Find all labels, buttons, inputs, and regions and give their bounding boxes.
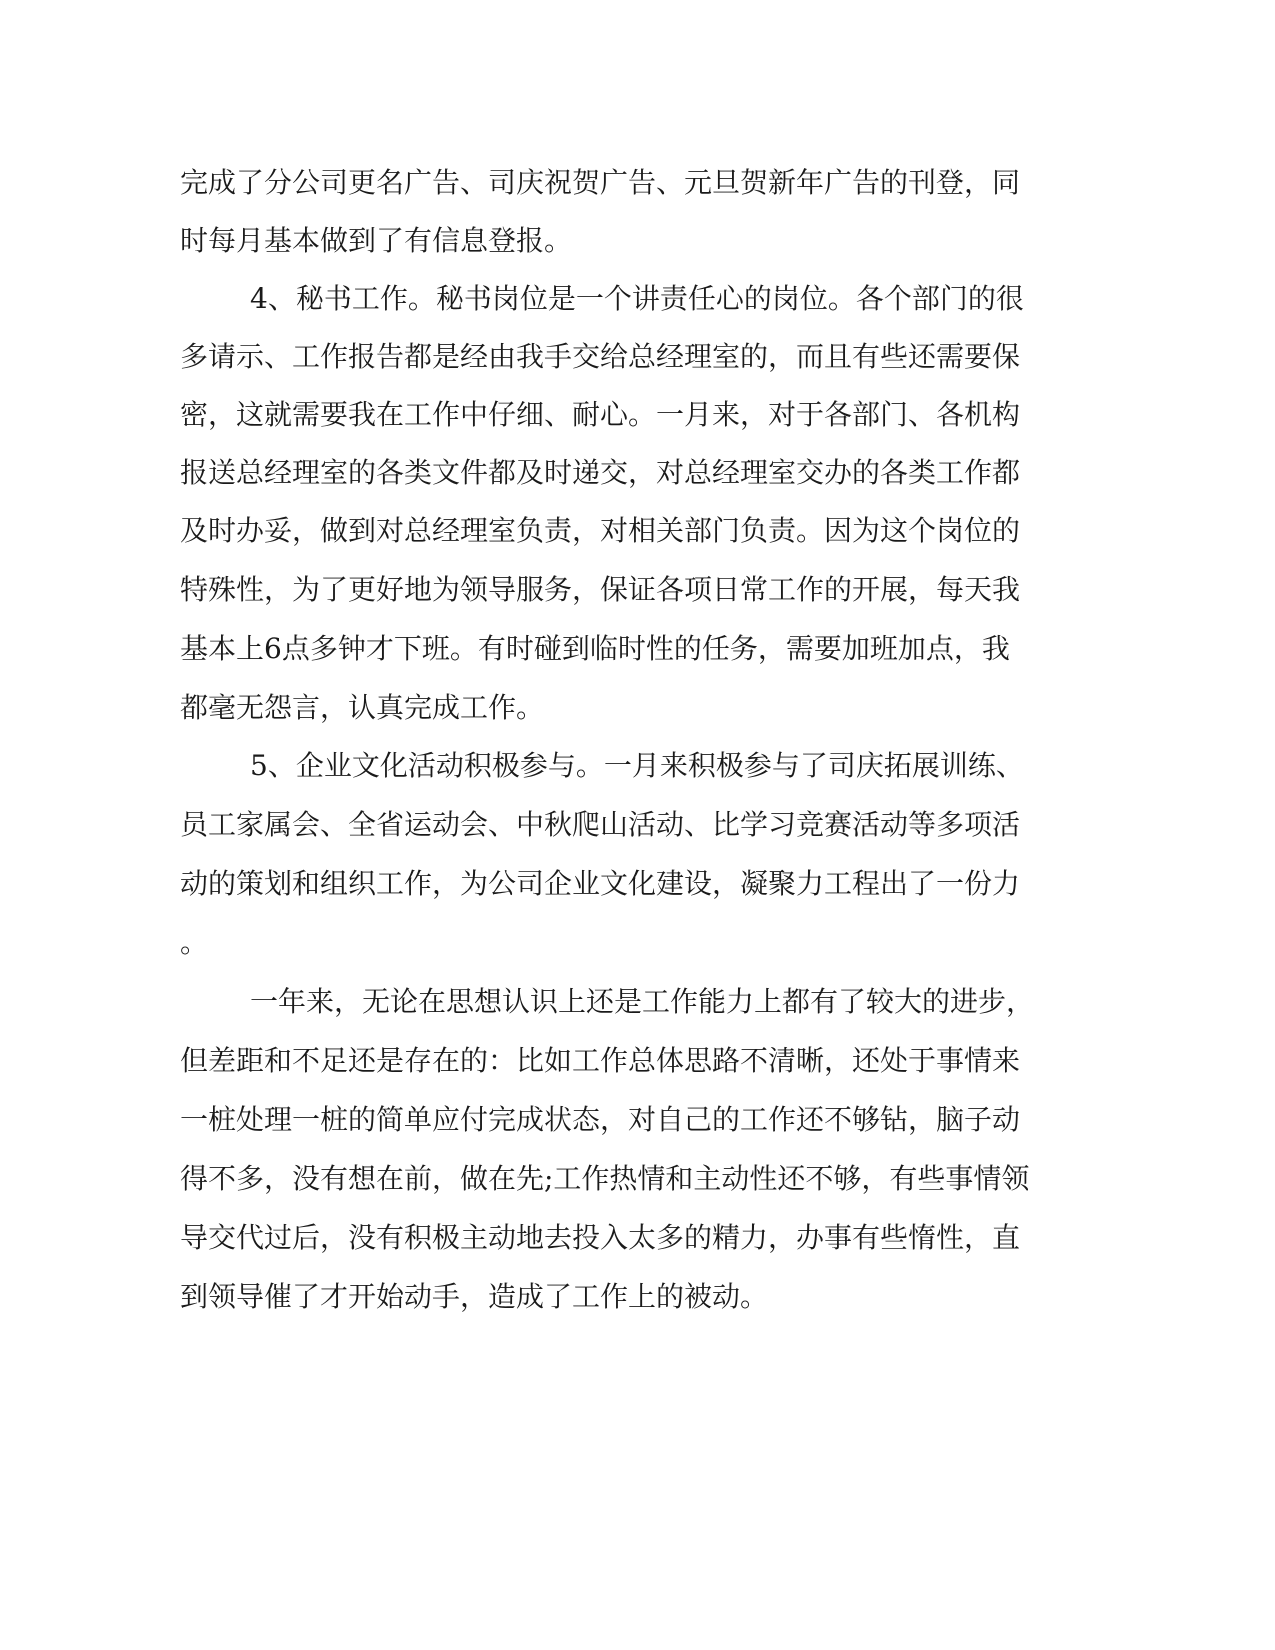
text-line-17 bbox=[0, 1096, 1275, 1144]
line-text: 5、企业文化活动积极参与。一月来积极参与了司庆拓展训练、 bbox=[250, 749, 1024, 782]
line-text: 时每月基本做到了有信息登报。 bbox=[180, 224, 573, 257]
line-text: 完成了分公司更名广告、司庆祝贺广告、元旦贺新年广告的刊登，同 bbox=[180, 166, 1021, 199]
line-text: 员工家属会、全省运动会、中秋爬山活动、比学习竞赛活动等多项活 bbox=[180, 808, 1021, 841]
text-line-7 bbox=[0, 507, 1275, 555]
line-text: 多请示、工作报告都是经由我手交给总经理室的，而且有些还需要保 bbox=[180, 340, 1021, 373]
line-text: 报送总经理室的各类文件都及时递交，对总经理室交办的各类工作都 bbox=[180, 456, 1021, 489]
text-line-13 bbox=[0, 860, 1275, 908]
text-line-18 bbox=[0, 1155, 1275, 1203]
text-line-3 bbox=[0, 275, 1275, 323]
text-line-16 bbox=[0, 1037, 1275, 1085]
text-line-8 bbox=[0, 566, 1275, 614]
text-line-19 bbox=[0, 1214, 1275, 1262]
text-line-5 bbox=[0, 391, 1275, 439]
line-text: 基本上6点多钟才下班。有时碰到临时性的任务，需要加班加点，我 bbox=[180, 632, 1010, 665]
line-text: 都毫无怨言，认真完成工作。 bbox=[180, 691, 545, 724]
text-line-11 bbox=[0, 742, 1275, 790]
line-text: 。 bbox=[180, 926, 209, 959]
line-text: 密，这就需要我在工作中仔细、耐心。一月来，对于各部门、各机构 bbox=[180, 398, 1021, 431]
line-text: 一年来，无论在思想认识上还是工作能力上都有了较大的进步， bbox=[250, 985, 1035, 1018]
text-line-10 bbox=[0, 684, 1275, 732]
line-text: 到领导催了才开始动手，造成了工作上的被动。 bbox=[180, 1280, 769, 1313]
text-line-12 bbox=[0, 801, 1275, 849]
line-text: 导交代过后，没有积极主动地去投入太多的精力，办事有些惰性，直 bbox=[180, 1221, 1021, 1254]
line-text: 特殊性，为了更好地为领导服务，保证各项日常工作的开展，每天我 bbox=[180, 573, 1021, 606]
line-text: 4、秘书工作。秘书岗位是一个讲责任心的岗位。各个部门的很 bbox=[250, 282, 1024, 315]
text-line-15 bbox=[0, 978, 1275, 1026]
line-text: 及时办妥，做到对总经理室负责，对相关部门负责。因为这个岗位的 bbox=[180, 514, 1021, 547]
text-line-2 bbox=[0, 217, 1275, 265]
text-line-6 bbox=[0, 449, 1275, 497]
text-line-20 bbox=[0, 1273, 1275, 1321]
text-line-14 bbox=[0, 919, 1275, 967]
text-line-4 bbox=[0, 333, 1275, 381]
line-text: 但差距和不足还是存在的：比如工作总体思路不清晰，还处于事情来 bbox=[180, 1044, 1021, 1077]
line-text: 得不多，没有想在前，做在先;工作热情和主动性还不够，有些事情领 bbox=[180, 1162, 1030, 1195]
line-text: 一桩处理一桩的简单应付完成状态，对自己的工作还不够钻，脑子动 bbox=[180, 1103, 1021, 1136]
text-line-9 bbox=[0, 625, 1275, 673]
text-line-1 bbox=[0, 159, 1275, 207]
line-text: 动的策划和组织工作，为公司企业文化建设，凝聚力工程出了一份力 bbox=[180, 867, 1021, 900]
